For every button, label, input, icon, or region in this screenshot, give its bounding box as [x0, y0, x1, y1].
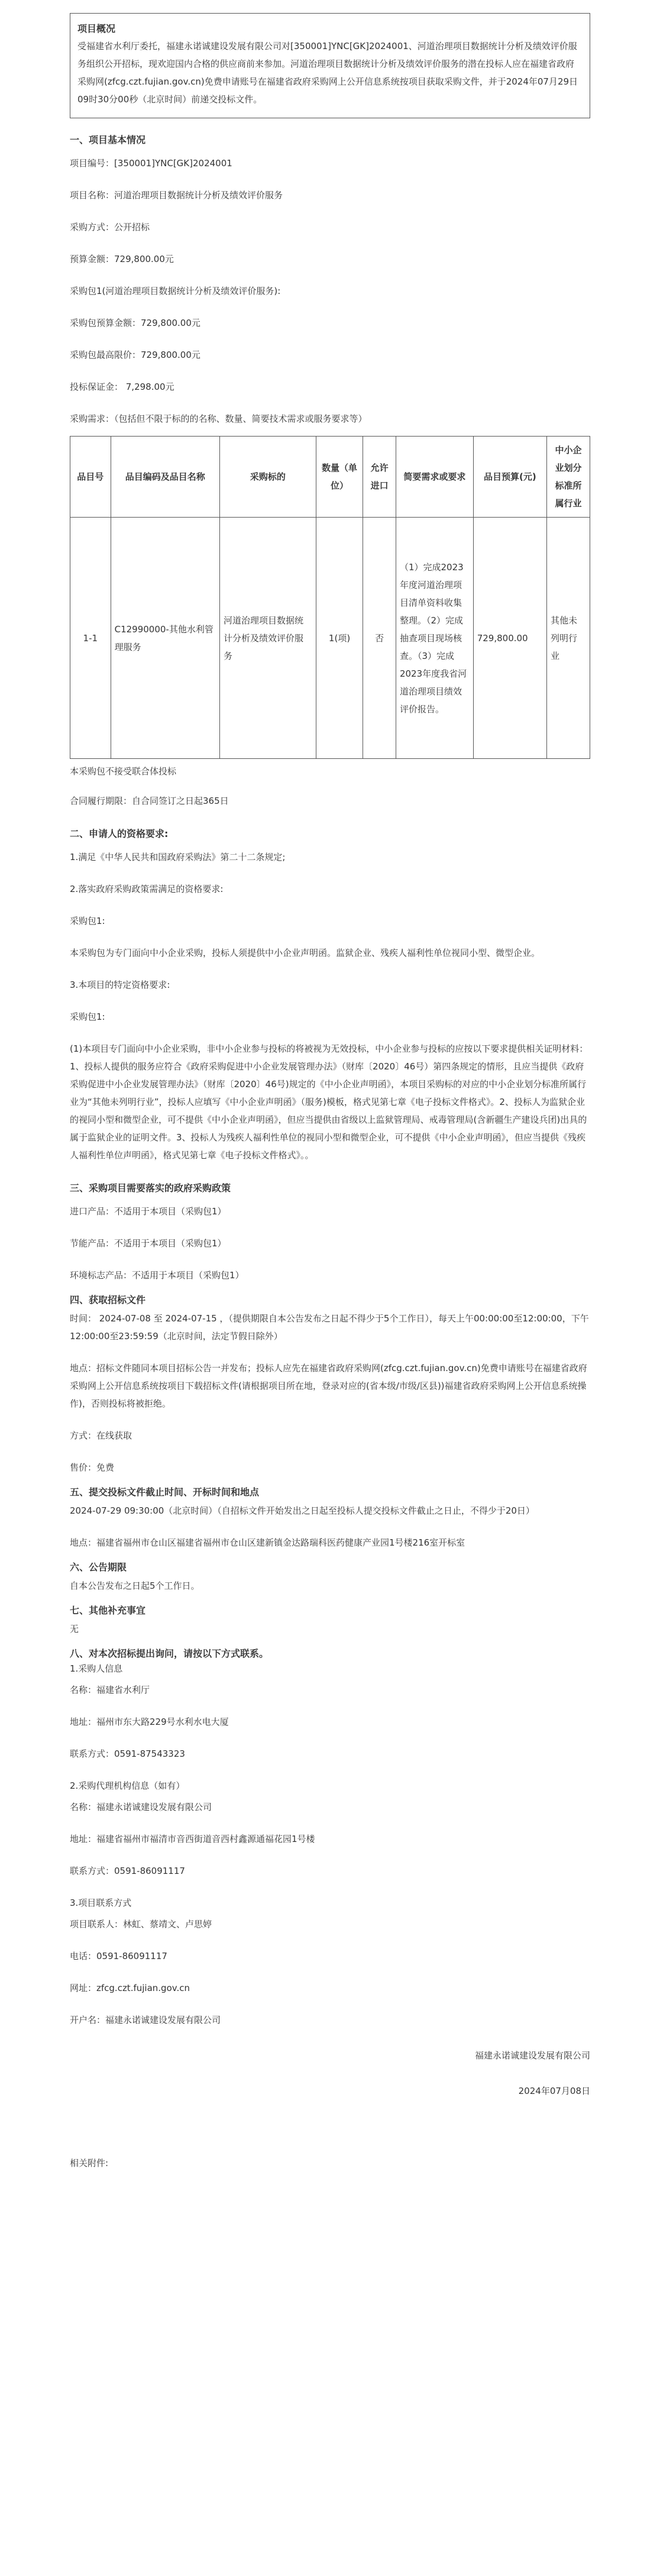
header-industry: 中小企业划分标准所属行业 — [547, 437, 590, 518]
section-contact-title: 八、对本次招标提出询问，请按以下方式联系。 — [70, 1648, 269, 1659]
obtain-place: 地点：招标文件随同本项目招标公告一并发布；投标人应先在福建省政府采购网(zfcg.czt.fujian.gov.cn)免费申请账号在福建省政府采购网上公开信息系统按项目下载招标文件(请根据项目所在地，登录对应的(省本级/市级/区县))福建省政府采购网上公开信息系统操作)，否则投标将被拒绝。 — [70, 1363, 587, 1409]
project-number: 项目编号：[350001]YNC[GK]2024001 — [70, 158, 232, 169]
contact-people: 项目联系人：林虹、蔡靖文、卢思婷 — [70, 1919, 212, 1929]
agent-phone: 联系方式：0591-86091117 — [70, 1866, 185, 1876]
header-subject: 采购标的 — [219, 437, 316, 518]
deadline-time: 2024-07-29 09:30:00（北京时间）（自招标文件开始发出之日起至投标人提交投标文件截止之日止，不得少于20日） — [70, 1505, 535, 1516]
budget-amount: 预算金额：729,800.00元 — [70, 254, 174, 264]
qualification-package-1-a: 采购包1: — [70, 916, 105, 926]
header-item-no: 品目号 — [70, 437, 111, 518]
package-max-price: 采购包最高限价：729,800.00元 — [70, 350, 200, 360]
cell-item-no: 1-1 — [70, 518, 111, 759]
cell-import: 否 — [363, 518, 396, 759]
policy-import: 进口产品：不适用于本项目（采购包1） — [70, 1206, 227, 1217]
footer-organization: 福建永诺诚建设发展有限公司 — [474, 2050, 590, 2061]
table-row — [70, 518, 590, 759]
qualification-req-1: 1.满足《中华人民共和国政府采购法》第二十二条规定; — [70, 852, 286, 862]
bid-deposit: 投标保证金： 7,298.00元 — [70, 382, 174, 392]
procurement-needs: 采购需求：（包括但不限于标的的名称、数量、简要技术需求或服务要求等） — [70, 413, 367, 424]
section-policy-title: 三、采购项目需要落实的政府采购政策 — [70, 1182, 231, 1194]
project-name: 项目名称：河道治理项目数据统计分析及绩效评价服务 — [70, 190, 283, 201]
contact-heading: 3.项目联系方式 — [70, 1898, 132, 1908]
deadline-place: 地点：福建省福州市仓山区福建省福州市仓山区建新镇金达路瑞科医药健康产业园1号楼216室开标室 — [70, 1537, 465, 1548]
project-overview-box — [70, 13, 590, 118]
section-qualification-title: 二、申请人的资格要求: — [70, 828, 169, 839]
overview-title: 项目概况 — [77, 23, 116, 34]
section-notice-period-title: 六、公告期限 — [70, 1562, 127, 1573]
qualification-req-3: 3.本项目的特定资格要求: — [70, 980, 170, 990]
header-budget: 品目预算(元) — [473, 437, 546, 518]
announcement-content — [70, 13, 590, 2172]
policy-environment: 环境标志产品：不适用于本项目（采购包1） — [70, 1270, 244, 1281]
section-deadline-title: 五、提交投标文件截止时间、开标时间和地点 — [70, 1486, 260, 1498]
cell-item-code: C12990000-其他水利管理服务 — [111, 518, 219, 759]
procurement-items-table — [70, 436, 590, 759]
procurement-method: 采购方式：公开招标 — [70, 222, 150, 232]
cell-quantity: 1(项) — [316, 518, 363, 759]
agent-address: 地址：福建省福州市福清市音西街道音西村鑫源通福花园1号楼 — [70, 1834, 315, 1844]
bank-account-name: 开户名：福建永诺诚建设发展有限公司 — [70, 2015, 221, 2025]
overview-text: 受福建省水利厅委托，福建永诺诚建设发展有限公司对[350001]YNC[GK]2024001、河道治理项目数据统计分析及绩效评价服务组织公开招标，现欢迎国内合格的供应商前来参加。河道治理项目数据统计分析及绩效评价服务的潜在投标人应在福建省政府采购网(zfcg.czt.fujian.gov.cn)免费申请账号在福建省政府采购网上公开信息系统按项目获取采购文件，并于2024年07月29日 09时30分00秒（北京时间）前递交投标文件。 — [77, 41, 578, 105]
cell-industry: 其他未列明行业 — [547, 518, 590, 759]
cell-budget: 729,800.00 — [473, 518, 546, 759]
buyer-address: 地址：福州市东大路229号水利水电大厦 — [70, 1717, 229, 1727]
sme-requirement: 本采购包为专门面向中小企业采购，投标人须提供中小企业声明函。监狱企业、残疾人福利性单位视同小型、微型企业。 — [70, 948, 541, 958]
section-other-title: 七、其他补充事宜 — [70, 1605, 146, 1616]
header-requirements: 简要需求或要求 — [396, 437, 473, 518]
notice-period-text: 自本公告发布之日起5个工作日。 — [70, 1580, 200, 1591]
cell-subject: 河道治理项目数据统计分析及绩效评价服务 — [219, 518, 316, 759]
agent-name: 名称：福建永诺诚建设发展有限公司 — [70, 1802, 212, 1812]
obtain-price: 售价：免费 — [70, 1462, 115, 1473]
agent-heading: 2.采购代理机构信息（如有） — [70, 1780, 185, 1791]
contract-period: 合同履行期限：自合同签订之日起365日 — [70, 796, 229, 806]
other-text: 无 — [70, 1624, 79, 1634]
table-header-row — [70, 437, 590, 518]
section-basic-info-title: 一、项目基本情况 — [70, 134, 146, 146]
policy-energy: 节能产品：不适用于本项目（采购包1） — [70, 1238, 227, 1249]
no-consortium-note: 本采购包不接受联合体投标 — [70, 766, 177, 777]
qualification-package-1-b: 采购包1: — [70, 1011, 105, 1022]
cell-requirements: （1）完成2023年度河道治理项目清单资料收集整理。（2）完成抽查项目现场核查。（3）完成2023年度我省河道治理项目绩效评价报告。 — [396, 518, 473, 759]
header-import: 允许进口 — [363, 437, 396, 518]
package-budget: 采购包预算金额：729,800.00元 — [70, 318, 200, 328]
contact-website[interactable]: 网址：zfcg.czt.fujian.gov.cn — [70, 1983, 190, 1993]
qualification-detail: (1)本项目专门面向中小企业采购，非中小企业参与投标的将被视为无效投标，中小企业参与投标的应按以下要求提供相关证明材料：1、投标人提供的服务应符合《政府采购促进中小企业发展管理办法》（财库〔2020〕46号）第四条规定的情形，且应当提供《政府采购促进中小企业发展管理办法》（财库〔2020〕46号)规定的《中小企业声明函》，本项目采购标的对应的中小企业划分标准所属行业为“其他未列明行业”，投标人应填写《中小企业声明函》（服务)模板，格式见第七章《电子投标文件格式》。2、投标人为监狱企业的视同小型和微型企业，可不提供《中小企业声明函》，但应当提供由省级以上监狱管理局、戒毒管理局(含新疆生产建设兵团)出具的属于监狱企业的证明文件。3、投标人为残疾人福利性单位的视同小型和微型企业，可不提供《中小企业声明函》，但应当提供《残疾人福利性单位声明函》，格式见第七章《电子投标文件格式》。。 — [70, 1043, 588, 1161]
buyer-name: 名称：福建省水利厅 — [70, 1685, 150, 1695]
obtain-time: 时间： 2024-07-08 至 2024-07-15 ，（提供期限自本公告发布之日起不得少于5个工作日），每天上午00:00:00至12:00:00，下午12:00:00至23:59:59（北京时间，法定节假日除外） — [70, 1313, 589, 1342]
header-quantity: 数量（单位） — [316, 437, 363, 518]
buyer-heading: 1.采购人信息 — [70, 1663, 123, 1674]
attachments-label: 相关附件: — [70, 2158, 109, 2168]
contact-phone: 电话：0591-86091117 — [70, 1951, 167, 1961]
package-1-title: 采购包1(河道治理项目数据统计分析及绩效评价服务): — [70, 286, 281, 296]
header-item-code: 品目编码及品目名称 — [111, 437, 219, 518]
obtain-method: 方式：在线获取 — [70, 1430, 132, 1441]
qualification-req-2: 2.落实政府采购政策需满足的资格要求: — [70, 884, 224, 894]
footer-date: 2024年07月08日 — [518, 2086, 590, 2096]
buyer-phone: 联系方式：0591-87543323 — [70, 1748, 185, 1759]
section-obtain-title: 四、获取招标文件 — [70, 1294, 146, 1305]
